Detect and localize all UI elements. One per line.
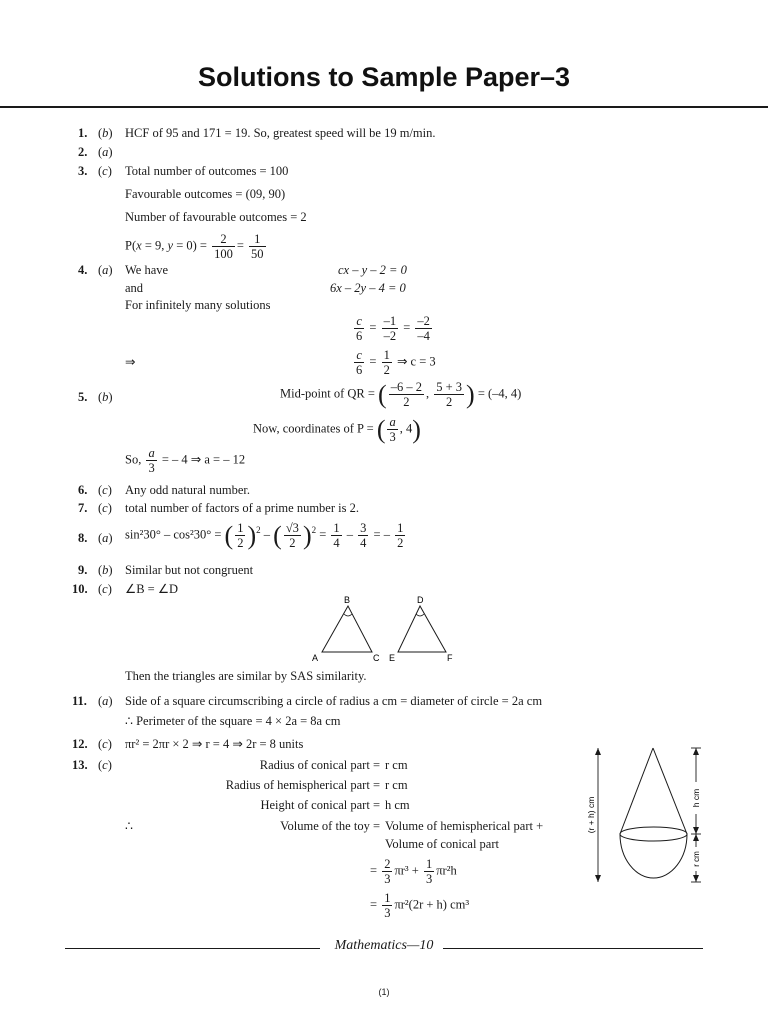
label-b: B: [344, 595, 351, 605]
toy-figure: [578, 742, 718, 890]
q11-number: 11.: [72, 694, 87, 708]
q5-midpoint: Mid-point of QR = ( $\frac{-6 - 2}{2}$ , $\frac{5 + 3}{2}$ ) = (–4, 4): [280, 380, 522, 409]
cone-right-edge: [653, 748, 687, 834]
q13-row3-value: h cm: [385, 798, 410, 812]
q2-option: (a): [98, 145, 113, 159]
arrow-down-icon: [693, 875, 699, 882]
q3-probability: P(x = 9, y = 0) = $\frac{2}{100}$ = $\frac{1}{50}$: [125, 232, 264, 261]
q13-volume-step1: = $\frac{2}{3}$ πr³ + $\frac{1}{3}$ πr²h: [370, 857, 457, 886]
q4-infinite-label: For infinitely many solutions: [125, 298, 271, 312]
arrow-down-icon: [595, 875, 601, 882]
triangle-abc: [322, 606, 372, 652]
arrow-up-icon: [693, 748, 699, 755]
q11-option: (a): [98, 694, 113, 708]
angle-d-mark: [416, 614, 424, 616]
arrow-up-icon: [595, 748, 601, 755]
arrow-up-icon: [693, 834, 699, 841]
q13-volume-step2: = $\frac{1}{3}$ πr²(2r + h) cm³: [370, 891, 470, 920]
q4-ratio-2: $\frac{c}{6}$ = $\frac{1}{2}$ ⇒ c = 3: [356, 348, 436, 377]
q13-number: 13.: [72, 758, 88, 772]
q7-text: total number of factors of a prime number is 2.: [125, 501, 359, 515]
q12-number: 12.: [72, 737, 88, 751]
triangle-def: [398, 606, 446, 652]
q13-row2-label: Radius of hemispherical part =: [225, 778, 380, 792]
title-rule: [0, 106, 768, 108]
q9-number: 9.: [78, 563, 88, 577]
q12-option: (c): [98, 737, 112, 751]
similar-triangles-figure: [300, 594, 470, 666]
q10-conclusion: Then the triangles are similar by SAS similarity.: [125, 669, 367, 683]
q1-text: HCF of 95 and 171 = 19. So, greatest speed will be 19 m/min.: [125, 126, 436, 140]
q7-number: 7.: [78, 501, 88, 515]
q12-text: πr² = 2πr × 2 ⇒ r = 4 ⇒ 2r = 8 units: [125, 737, 304, 751]
q4-we-have: We have: [125, 263, 169, 277]
q13-row2-value: r cm: [385, 778, 408, 792]
q4-number: 4.: [78, 263, 88, 277]
q5-coordinates: Now, coordinates of P = ( $\frac{a}{3}$ , 4): [253, 415, 421, 444]
q4-ratio-1: $\frac{c}{6}$ = $\frac{-1}{-2}$ = $\frac{-2}{-4}$: [356, 314, 430, 343]
q13-continuation: Volume of conical part: [385, 837, 499, 851]
q1-number: 1.: [78, 126, 88, 140]
q9-option: (b): [98, 563, 113, 577]
q9-text: Similar but not congruent: [125, 563, 254, 577]
q13-row4-label: Volume of the toy =: [280, 819, 380, 833]
footer-title: Mathematics—10: [334, 938, 434, 953]
page-number: (1): [378, 987, 390, 997]
q8-option: (a): [98, 531, 113, 545]
q5-solution: So, $\frac{a}{3}$ = – 4 ⇒ a = – 12: [125, 446, 246, 475]
label-f: F: [447, 653, 453, 663]
q8-expression: sin²30° – cos²30° = ( $\frac{1}{2}$ )$^2$ – ( $\frac{√3}{2}$ )$^2$ = $\frac{1}{4}$ – $\frac{3}{4}$ = – $\frac{1}{2}$: [125, 521, 404, 550]
cone-base-ellipse: [620, 827, 687, 841]
label-c: C: [373, 653, 380, 663]
q10-option: (c): [98, 582, 112, 596]
q3-line1: Total number of outcomes = 100: [125, 164, 289, 178]
q3-number: 3.: [78, 164, 88, 178]
q6-option: (c): [98, 483, 112, 497]
q4-implies: ⇒: [125, 355, 136, 369]
q6-text: Any odd natural number.: [125, 483, 250, 497]
q5-option: (b): [98, 390, 113, 404]
q13-row1-label: Radius of conical part =: [259, 758, 380, 772]
q10-text: ∠B = ∠D: [125, 582, 179, 596]
q11-line2: ∴ Perimeter of the square = 4 × 2a = 8a cm: [125, 714, 341, 728]
q3-line2: Favourable outcomes = (09, 90): [125, 187, 286, 201]
q11-line1: Side of a square circumscribing a circle of radius a cm = diameter of circle = 2a cm: [125, 694, 543, 708]
q13-row4-value: Volume of hemispherical part +: [385, 819, 544, 833]
q4-equation-1: cx – y – 2 = 0: [338, 263, 407, 277]
label-d: D: [417, 595, 424, 605]
angle-b-mark: [344, 614, 352, 616]
q13-therefore: ∴: [125, 819, 133, 833]
q13-option: (c): [98, 758, 112, 772]
radius-label: r cm: [692, 851, 701, 867]
q6-number: 6.: [78, 483, 88, 497]
q5-number: 5.: [78, 390, 88, 404]
q13-row3-label: Height of conical part =: [260, 798, 380, 812]
q4-option: (a): [98, 263, 113, 277]
q1-option: (b): [98, 126, 113, 140]
q10-number: 10.: [72, 582, 88, 596]
cone-height-label: h cm: [691, 788, 701, 808]
total-height-label: (r + h) cm: [586, 796, 596, 834]
q7-option: (c): [98, 501, 112, 515]
q8-number: 8.: [78, 531, 88, 545]
q13-row1-value: r cm: [385, 758, 408, 772]
cone-left-edge: [620, 748, 653, 834]
q2-number: 2.: [78, 145, 88, 159]
label-e: E: [389, 653, 396, 663]
q4-and: and: [125, 281, 144, 295]
page-title: Solutions to Sample Paper–3: [197, 62, 571, 92]
label-a: A: [312, 653, 319, 663]
q3-option: (c): [98, 164, 112, 178]
q3-line3: Number of favourable outcomes = 2: [125, 210, 307, 224]
q4-equation-2: 6x – 2y – 4 = 0: [330, 281, 406, 295]
arrow-down-icon: [693, 827, 699, 834]
